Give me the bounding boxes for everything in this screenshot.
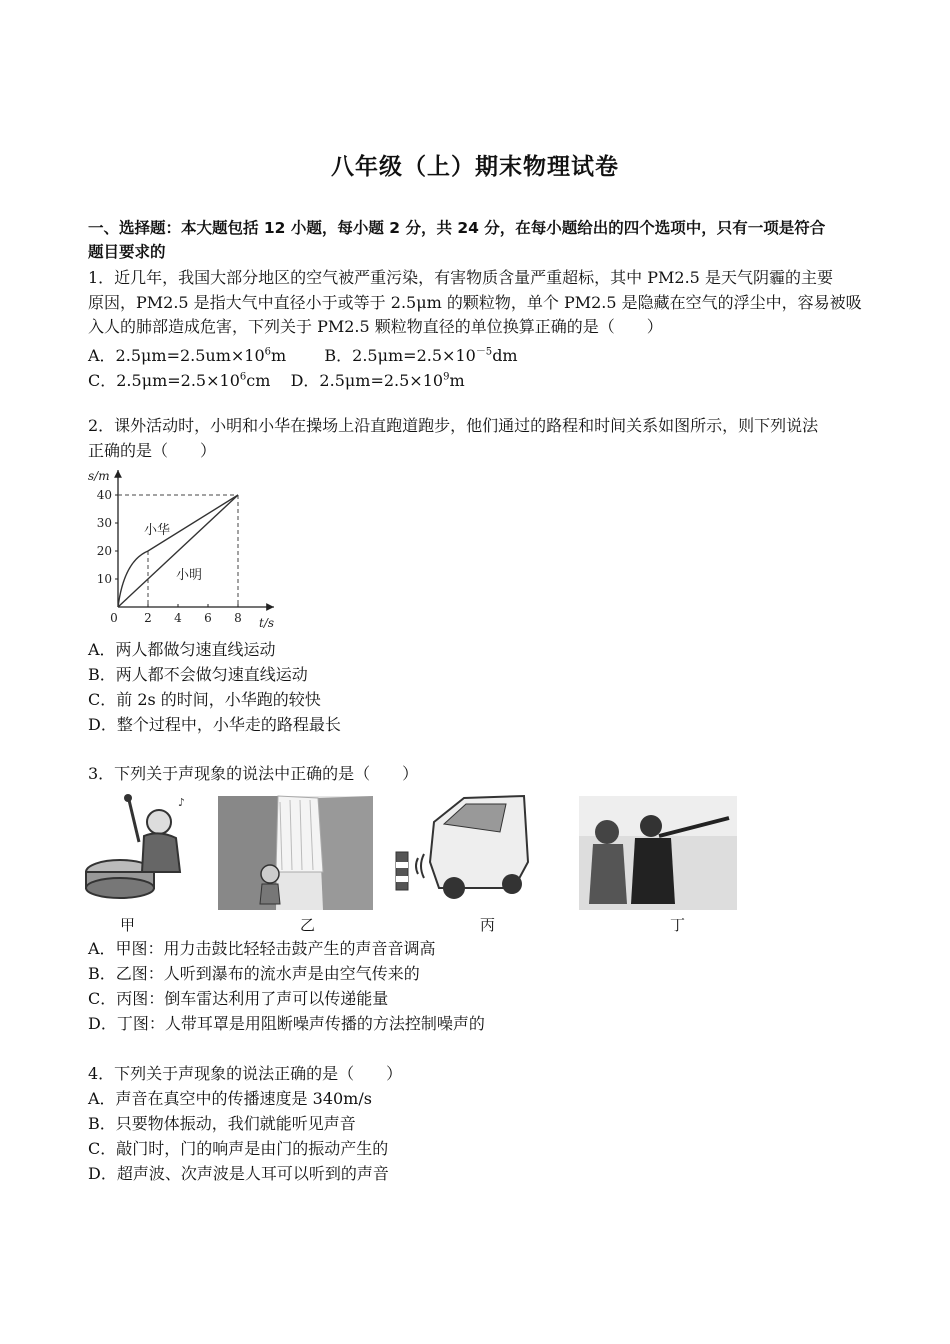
series-label-xiaohua: 小华: [144, 523, 171, 539]
pic-label-bing: 丙: [480, 916, 496, 934]
svg-text:♪: ♪: [178, 796, 186, 809]
q4-option-a: A．声音在真空中的传播速度是 340m/s: [88, 1089, 372, 1108]
x-axis-label: t/s: [259, 616, 275, 630]
q1-option-b: B．$2.5\mu m=2.5\times 10^{-5}dm$: [324, 346, 518, 366]
q1-options-cd: [88, 366, 465, 393]
series-label-xiaoming: 小明: [176, 568, 203, 583]
q2-option-d: D．整个过程中，小华走的路程最长: [88, 715, 341, 734]
q3-option-a: A．甲图：用力击鼓比轻轻击鼓产生的声音音调高: [88, 939, 436, 958]
q2-line2: 正确的是（ ）: [88, 441, 217, 460]
q1-line1: 1．近几年，我国大部分地区的空气被严重污染，有害物质含量严重超标，其中 PM2.5 是天气阴霾的主要: [88, 268, 833, 287]
section-heading-line1: 一、选择题：本大题包括 12 小题，每小题 2 分，共 24 分，在每小题给出的四个选项中，只有一项是符合: [88, 219, 826, 237]
q3-line1: 3．下列关于声现象的说法中正确的是（ ）: [88, 764, 419, 783]
x-tick-label: 2: [144, 611, 152, 625]
pic-label-ding: 丁: [670, 916, 686, 934]
page-title: 八年级（上）期末物理试卷: [331, 154, 619, 180]
q4-option-c: C．敲门时，门的响声是由门的振动产生的: [88, 1139, 389, 1158]
q4-option-b: B．只要物体振动，我们就能听见声音: [88, 1114, 356, 1133]
x-tick-label: 8: [234, 611, 242, 625]
y-tick-label: 10: [96, 572, 112, 586]
q2-line1: 2．课外活动时，小明和小华在操场上沿直跑道跑步，他们通过的路程和时间关系如图所示，则下列说法: [88, 416, 819, 435]
y-tick-label: 30: [96, 516, 112, 530]
q1-line3: 入人的肺部造成危害，下列关于 PM2.5 颗粒物直径的单位换算正确的是（ ）: [88, 317, 663, 336]
q2-option-a: A．两人都做匀速直线运动: [88, 640, 276, 659]
pic-label-jia: 甲: [120, 916, 136, 934]
distance-time-graph: [84, 462, 284, 632]
x-tick-label: 4: [174, 611, 182, 625]
q1-line2: 原因，PM2.5 是指大气中直径小于或等于 2.5μm 的颗粒物，单个 PM2.5 是隐藏在空气的浮尘中，容易被吸: [88, 293, 862, 312]
car-radar-picture: [394, 792, 529, 910]
q2-option-b: B．两人都不会做匀速直线运动: [88, 665, 308, 684]
pic-label-yi: 乙: [300, 916, 316, 934]
x-tick-label: 0: [110, 611, 118, 625]
q3-option-b: B．乙图：人听到瀑布的流水声是由空气传来的: [88, 964, 420, 983]
q4-option-d: D．超声波、次声波是人耳可以听到的声音: [88, 1164, 389, 1183]
q1-option-a: A．$2.5\mu m=2.5um\times 10^6m$: [88, 346, 287, 366]
q3-option-d: D．丁图：人带耳罩是用阻断噪声传播的方法控制噪声的: [88, 1014, 485, 1033]
series-line-xiaoming: [118, 495, 238, 607]
q4-line1: 4．下列关于声现象的说法正确的是（ ）: [88, 1064, 403, 1083]
q3-option-c: C．丙图：倒车雷达利用了声可以传递能量: [88, 989, 389, 1008]
q3-pictures: [84, 792, 744, 937]
shooter-picture: [579, 792, 737, 910]
q1-option-d: D．$2.5\mu m=2.5\times 10^9m$: [290, 371, 465, 391]
x-tick-label: 6: [204, 611, 212, 625]
q2-option-c: C．前 2s 的时间，小华跑的较快: [88, 690, 321, 709]
y-axis-label: s/m: [88, 469, 110, 483]
q1-options-ab: [88, 341, 518, 368]
drum-picture: [84, 792, 194, 910]
section-heading-line2: 题目要求的: [88, 243, 166, 261]
waterfall-picture: [218, 792, 373, 910]
y-tick-label: 20: [96, 544, 112, 558]
q1-option-c: C．$2.5\mu m=2.5\times 10^6cm$: [88, 371, 271, 391]
y-tick-label: 40: [96, 488, 112, 502]
